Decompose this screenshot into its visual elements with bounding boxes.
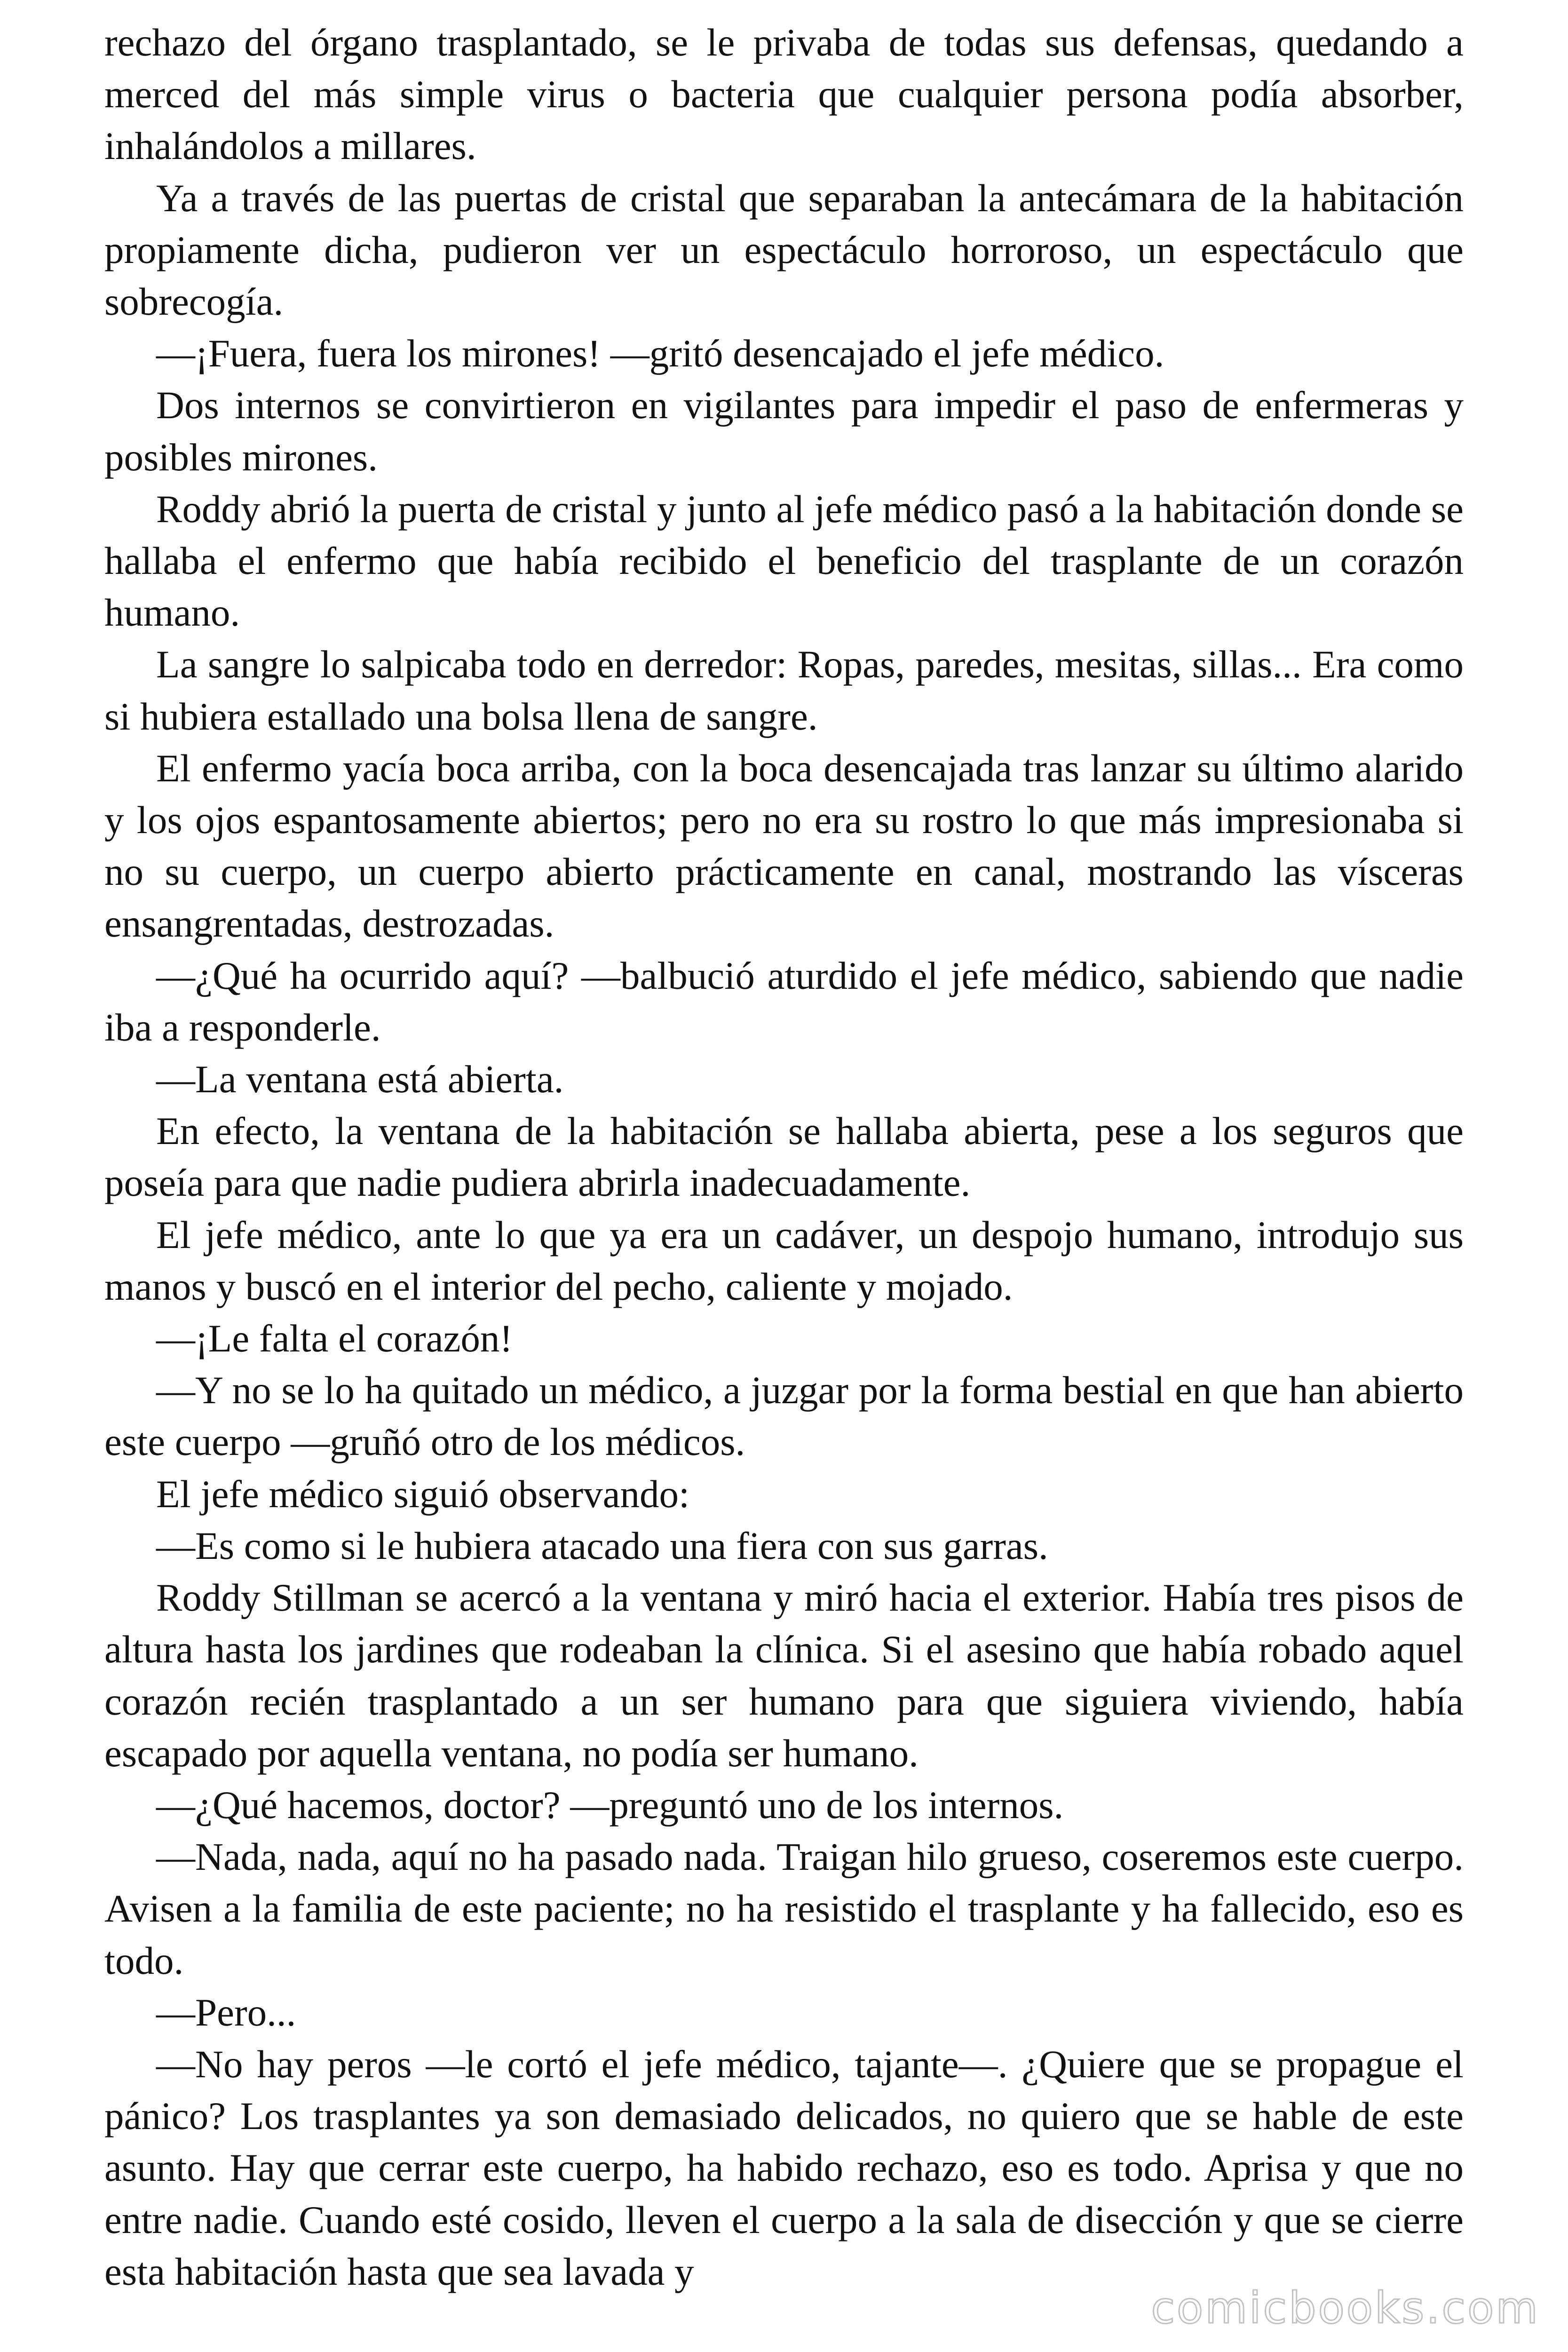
paragraph-14: El jefe médico siguió observando: bbox=[156, 1472, 690, 1516]
watermark-text: comicbooks.com bbox=[1151, 2283, 1540, 2333]
paragraph-18: —Nada, nada, aquí no ha pasado nada. Traigan hilo grueso, coseremos este cuerpo. Avisen a la familia de este paciente; no ha resistido el trasplante y ha fallecido, eso es todo. bbox=[104, 1835, 1464, 1982]
paragraph-13: —Y no se lo ha quitado un médico, a juzgar por la forma bestial en que han abierto este cuerpo —gruñó otro de los médicos. bbox=[104, 1368, 1464, 1464]
paragraph-19: —Pero... bbox=[156, 1990, 296, 2034]
paragraph-20: —No hay peros —le cortó el jefe médico, tajante—. ¿Quiere que se propague el pánico? Los trasplantes ya son demasiado delicados, no quiero que se hable de este asunto. Hay que cerrar este cuerpo, ha habido rechazo, eso es todo. Aprisa y que no entre nadie. Cuando esté cosido, lleven el cuerpo a la sala de disección y que se cierre esta habitación hasta que sea lavada y bbox=[104, 2042, 1464, 2293]
paragraph-15: —Es como si le hubiera atacado una fiera con sus garras. bbox=[156, 1524, 1048, 1567]
paragraph-4: Dos internos se convirtieron en vigilantes para impedir el paso de enfermeras y posibles mirones. bbox=[104, 383, 1464, 479]
paragraph-8: —¿Qué ha ocurrido aquí? —balbució aturdido el jefe médico, sabiendo que nadie iba a responderle. bbox=[104, 954, 1464, 1049]
book-page bbox=[104, 16, 1464, 2340]
paragraph-7: El enfermo yacía boca arriba, con la boca desencajada tras lanzar su último alarido y los ojos espantosamente abiertos; pero no era su rostro lo que más impresionaba si no su cuerpo, un cuerpo abierto prácticamente en canal, mostrando las vísceras ensangrentadas, destrozadas. bbox=[104, 746, 1464, 946]
paragraph-10: En efecto, la ventana de la habitación se hallaba abierta, pese a los seguros que poseía para que nadie pudiera abrirla inadecuadamente. bbox=[104, 1109, 1464, 1205]
paragraph-2: Ya a través de las puertas de cristal que separaban la antecámara de la habitación propiamente dicha, pudieron ver un espectáculo horroroso, un espectáculo que sobrecogía. bbox=[104, 176, 1464, 324]
paragraph-11: El jefe médico, ante lo que ya era un cadáver, un despojo humano, introdujo sus manos y buscó en el interior del pecho, caliente y mojado. bbox=[104, 1213, 1464, 1308]
paragraph-9: —La ventana está abierta. bbox=[156, 1057, 564, 1101]
paragraph-5: Roddy abrió la puerta de cristal y junto al jefe médico pasó a la habitación donde se hallaba el enfermo que había recibido el beneficio del trasplante de un corazón humano. bbox=[104, 487, 1464, 635]
paragraph-16: Roddy Stillman se acercó a la ventana y miró hacia el exterior. Había tres pisos de altura hasta los jardines que rodeaban la clínica. Si el asesino que había robado aquel corazón recién trasplantado a un ser humano para que siguiera viviendo, había escapado por aquella ventana, no podía ser humano. bbox=[104, 1576, 1464, 1775]
paragraph-12: —¡Le falta el corazón! bbox=[156, 1317, 513, 1360]
paragraph-6: La sangre lo salpicaba todo en derredor: Ropas, paredes, mesitas, sillas... Era como si hubiera estallado una bolsa llena de sangre. bbox=[104, 643, 1464, 738]
paragraph-3: —¡Fuera, fuera los mirones! —gritó desencajado el jefe médico. bbox=[156, 332, 1164, 375]
paragraph-17: —¿Qué hacemos, doctor? —preguntó uno de los internos. bbox=[156, 1783, 1064, 1827]
paragraph-1: rechazo del órgano trasplantado, se le privaba de todas sus defensas, quedando a merced del más simple virus o bacteria que cualquier persona podía absorber, inhalándolos a millares. bbox=[104, 21, 1464, 168]
